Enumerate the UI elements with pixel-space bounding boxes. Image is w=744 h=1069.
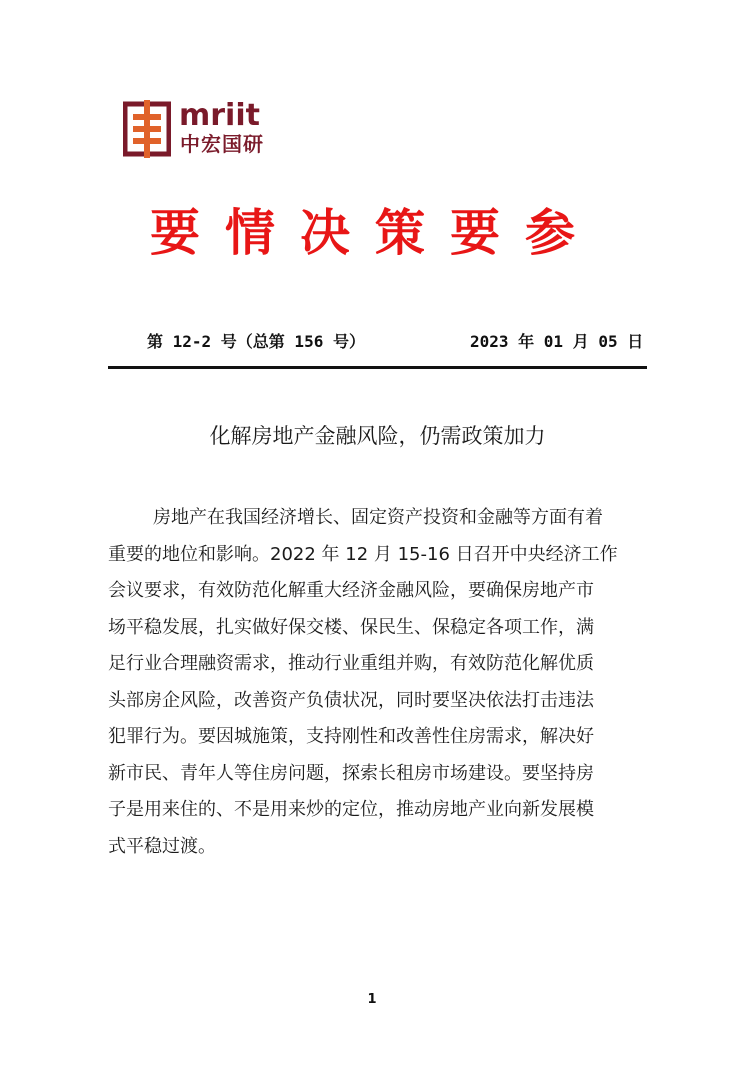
article-line: 会议要求，有效防范化解重大经济金融风险，要确保房地产市 <box>108 580 594 601</box>
article-line: 新市民、青年人等住房问题，探索长租房市场建设。要坚持房 <box>108 762 594 784</box>
masthead-title: 要情决策要参 <box>150 204 600 262</box>
article-line: 式平稳过渡。 <box>108 835 216 857</box>
header-divider <box>108 366 647 369</box>
article-line: 房地产在我国经济增长、固定资产投资和金融等方面有着 <box>153 507 603 528</box>
mriit-logo-icon <box>123 100 171 158</box>
article-body <box>108 500 650 865</box>
issue-number: 第 12-2 号（总第 156 号） <box>147 332 365 351</box>
article-line: 头部房企风险，改善资产负债状况，同时要坚决依法打击违法 <box>108 689 594 711</box>
logo <box>123 100 273 160</box>
issue-date: 2023 年 01 月 05 日 <box>470 332 644 351</box>
logo-text-en: mriit <box>179 98 260 133</box>
page-number: 1 <box>367 992 377 1007</box>
article-line: 重要的地位和影响。2022 年 12 月 15-16 日召开中央经济工作 <box>108 543 618 565</box>
article-headline: 化解房地产金融风险，仍需政策加力 <box>209 424 546 448</box>
article-line: 子是用来住的、不是用来炒的定位，推动房地产业向新发展模 <box>108 799 594 820</box>
article-line: 犯罪行为。要因城施策，支持刚性和改善性住房需求，解决好 <box>108 726 594 747</box>
article-line: 场平稳发展，扎实做好保交楼、保民生、保稳定各项工作，满 <box>108 616 594 638</box>
logo-text-cn: 中宏国研 <box>180 132 264 156</box>
article-line: 足行业合理融资需求，推动行业重组并购，有效防范化解优质 <box>108 653 594 674</box>
